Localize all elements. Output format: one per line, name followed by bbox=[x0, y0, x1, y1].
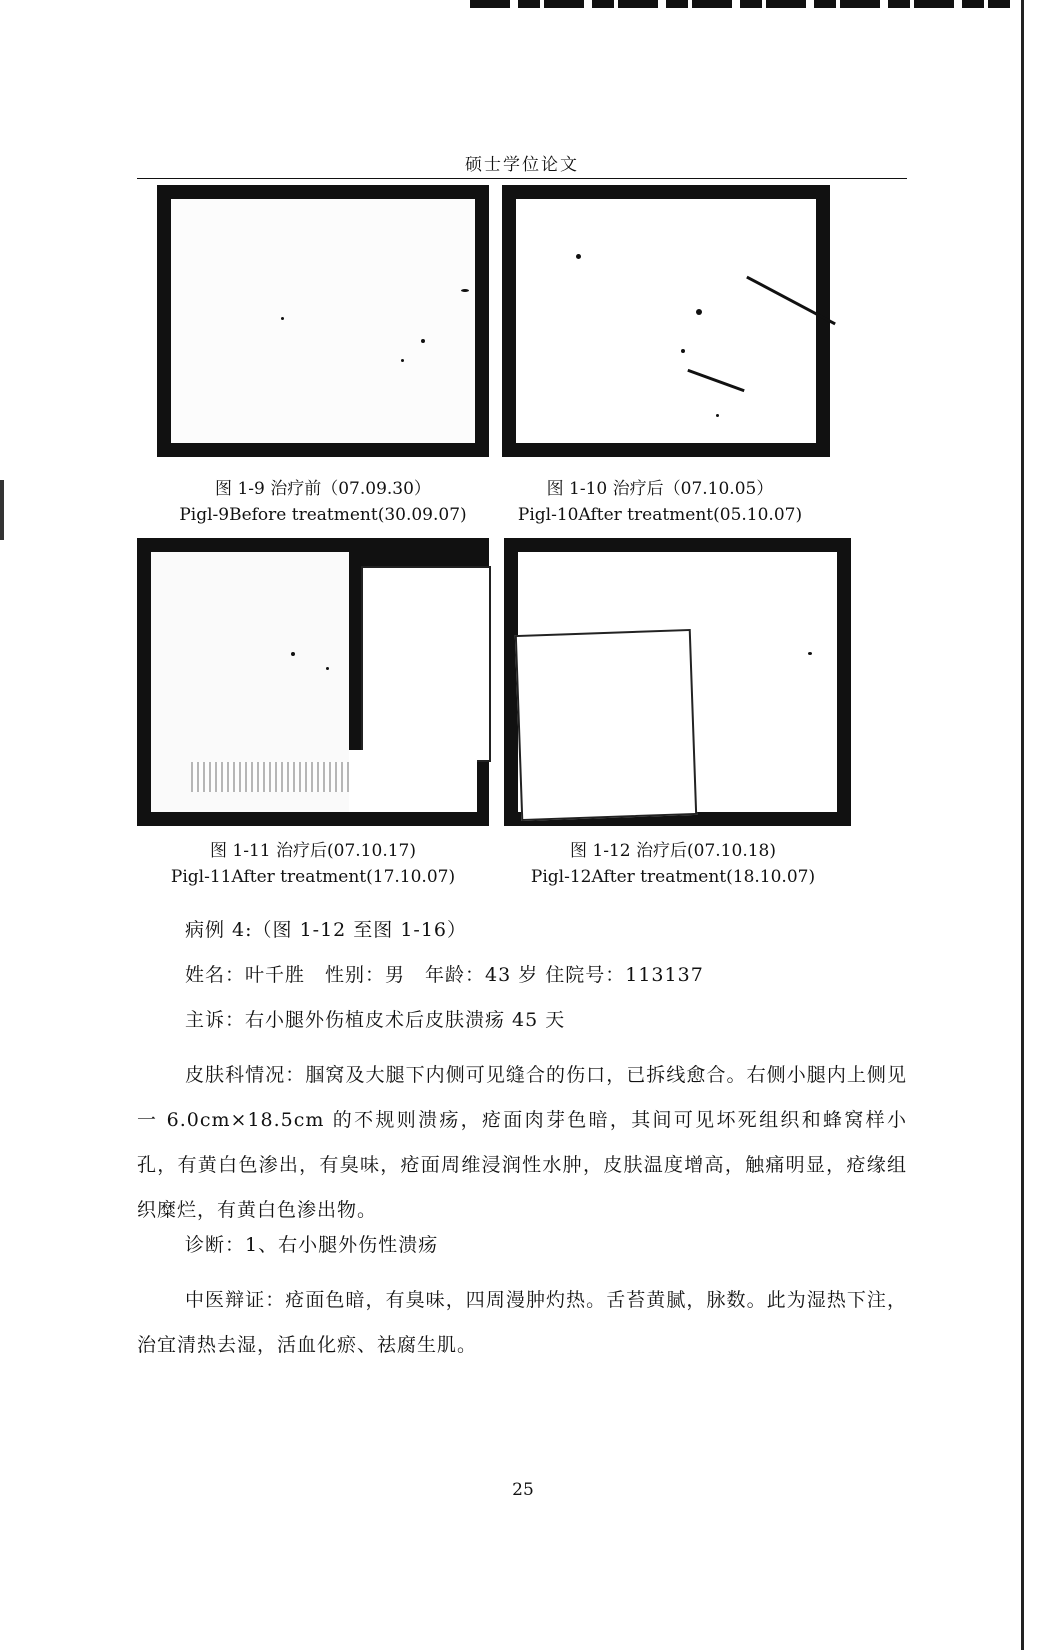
patient-info: 姓名：叶千胜 性别：男 年龄：43 岁 住院号：113137 bbox=[185, 964, 704, 986]
case-title: 病例 4:（图 1-12 至图 1-16） bbox=[185, 919, 468, 941]
page-number: 25 bbox=[512, 1480, 534, 1500]
scan-artifact-right-border bbox=[1021, 0, 1024, 1650]
figure-caption-cn: 图 1-11 治疗后(07.10.17) bbox=[210, 841, 416, 861]
tcm-differentiation: 中医辩证：疮面色暗，有臭味，四周漫肿灼热。舌苔黄腻，脉数。此为湿热下注，治宜清热去湿，活血化瘀、祛腐生肌。 bbox=[137, 1289, 907, 1356]
figure-1-10-caption bbox=[470, 476, 850, 528]
figure-1-10-photo bbox=[502, 185, 830, 457]
figure-1-12-photo bbox=[504, 538, 851, 826]
figure-caption-cn: 图 1-9 治疗前（07.09.30） bbox=[215, 479, 431, 499]
figure-caption-cn: 图 1-10 治疗后（07.10.05） bbox=[546, 479, 774, 499]
figure-caption-en: Pigl-9Before treatment(30.09.07) bbox=[179, 505, 467, 525]
scan-artifact-left bbox=[0, 480, 4, 540]
header-rule bbox=[137, 178, 907, 179]
chief-complaint: 主诉：右小腿外伤植皮术后皮肤溃疡 45 天 bbox=[185, 1009, 566, 1031]
figure-caption-en: Pigl-10After treatment(05.10.07) bbox=[517, 505, 803, 525]
figure-1-9-caption bbox=[133, 476, 513, 528]
patient-label-card bbox=[361, 566, 491, 762]
figure-caption-en: Pigl-11After treatment(17.10.07) bbox=[170, 867, 456, 887]
figure-1-11-caption bbox=[123, 838, 503, 890]
dermatology-findings: 皮肤科情况：腘窝及大腿下内侧可见缝合的伤口，已拆线愈合。右侧小腿内上侧见一 6.0cm×18.5cm 的不规则溃疡，疮面肉芽色暗，其间可见坏死组织和蜂窝样小孔，有黄白色渗出，有臭味，疮面周维浸润性水肿，皮肤温度增高，触痛明显，疮缘组织糜烂，有黄白色渗出物。 bbox=[137, 1064, 907, 1221]
figure-1-9-photo bbox=[157, 185, 489, 457]
figure-caption-cn: 图 1-12 治疗后(07.10.18) bbox=[570, 841, 776, 861]
scan-artifact-top bbox=[470, 0, 1010, 8]
running-header: 硕士学位论文 bbox=[465, 155, 579, 175]
figure-1-12-caption bbox=[483, 838, 863, 890]
patient-label-card bbox=[515, 629, 697, 821]
figure-1-11-photo bbox=[137, 538, 489, 826]
diagnosis: 诊断：1、右小腿外伤性溃疡 bbox=[185, 1234, 439, 1256]
figure-caption-en: Pigl-12After treatment(18.10.07) bbox=[530, 867, 816, 887]
